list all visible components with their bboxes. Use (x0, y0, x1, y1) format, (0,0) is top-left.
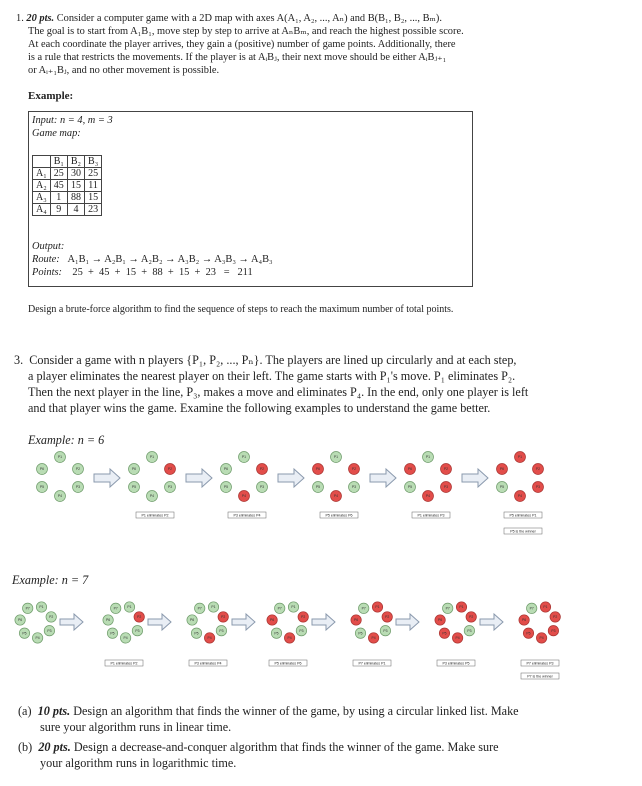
player-label: P1 (127, 605, 132, 610)
player-label: P7 (361, 606, 366, 611)
player-label: P1 (517, 455, 523, 460)
example6-diagram (30, 450, 575, 542)
table-cell: 4 (67, 204, 84, 216)
player-label: P1 (333, 455, 339, 460)
q3-line-4: and that player wins the game. Examine the following examples to understand the game better. (28, 401, 491, 415)
q3-line-3: Then the next player in the line, P₃, makes a move and eliminates P₄. In the end, only one player is left (28, 385, 529, 399)
q1-example-label: Example: (28, 90, 74, 102)
player-label: P2 (469, 615, 474, 620)
caption: P5 is the winner (510, 529, 536, 534)
table-cell: A₄ (33, 204, 51, 216)
part-a-points: 10 pts. (37, 704, 71, 718)
q1-line-2: The goal is to start from A₁B₁, move step by step to arrive at AₙBₘ, and reach the highest possible score. (28, 26, 464, 37)
player-label: P5 (442, 631, 447, 636)
q3-number: 3. (14, 353, 24, 367)
player-label: P2 (385, 615, 390, 620)
table-cell: B₃ (85, 156, 102, 168)
player-label: P4 (123, 636, 128, 641)
player-label: P2 (137, 615, 142, 620)
q1-line-3: At each coordinate the player arrives, they gain a (positive) number of game points. Additionally, there (28, 39, 456, 50)
player-label: P4 (539, 636, 544, 641)
table-row (33, 204, 102, 216)
arrow-icon (60, 614, 83, 630)
player-label: P7 (277, 606, 282, 611)
stage-1 (15, 602, 57, 643)
player-label: P5 (110, 631, 115, 636)
player-label: P4 (371, 636, 376, 641)
q1-route: A₁B₁ → A₂B₁ → A₂B₂ → A₃B₂ → A₃B₃ → A₄B₃ (67, 254, 273, 265)
player-label: P3 (259, 485, 265, 490)
q3-text-1: Consider a game with n players {P₁, P₂, ..., Pₙ}. The players are lined up circularly and at each step, (29, 353, 517, 367)
table-cell: B₁ (50, 156, 67, 168)
player-label: P5 (22, 631, 27, 636)
part-b-label: (b) (18, 740, 33, 754)
q3-line-1 (14, 353, 516, 368)
part-b-text-1: Design a decrease-and-conquer algorithm that finds the winner of the game. Make sure (73, 740, 499, 754)
stage-1 (37, 452, 84, 502)
arrow-icon (480, 614, 503, 630)
arrow-icon (396, 614, 419, 630)
arrow-icon (370, 469, 396, 487)
player-label: P6 (315, 467, 321, 472)
caption: P3 eliminates P5 (442, 661, 470, 666)
stage-6 (435, 602, 477, 666)
q3-line-2: a player eliminates the nearest player on their left. The game starts with P₁'s move. P₁ eliminates P₂. (28, 369, 516, 383)
player-label: P2 (221, 615, 226, 620)
part-a-label: (a) (18, 704, 32, 718)
player-label: P2 (301, 615, 306, 620)
player-label: P2 (259, 467, 265, 472)
player-label: P5 (407, 485, 413, 490)
stage-4 (313, 452, 360, 519)
player-label: P2 (351, 467, 357, 472)
table-cell: 25 (50, 168, 67, 180)
stage-5 (351, 602, 393, 666)
player-label: P6 (270, 618, 275, 623)
player-label: P3 (383, 628, 388, 633)
table-cell (33, 156, 51, 168)
player-label: P2 (553, 615, 558, 620)
example7-diagram (12, 596, 592, 686)
arrow-icon (148, 614, 171, 630)
player-label: P6 (499, 467, 505, 472)
player-label: P6 (18, 618, 23, 623)
part-a-line-1 (18, 704, 519, 719)
part-b-line-2: your algorithm runs in logarithmic time. (40, 756, 237, 770)
player-label: P1 (543, 605, 548, 610)
player-label: P6 (106, 618, 111, 623)
player-label: P3 (299, 628, 304, 633)
table-cell: 88 (67, 192, 84, 204)
player-label: P1 (291, 605, 296, 610)
player-label: P3 (467, 628, 472, 633)
player-label: P5 (39, 485, 45, 490)
player-label: P6 (354, 618, 359, 623)
stage-7 (519, 602, 561, 679)
arrow-icon (186, 469, 212, 487)
player-label: P4 (287, 636, 292, 641)
table-cell: 23 (85, 204, 102, 216)
stage-3 (221, 452, 268, 519)
part-a-text-1: Design an algorithm that finds the winner of the game, by using a circular linked list. Make (73, 704, 519, 718)
q1-points-label: Points: (32, 267, 63, 278)
stage-2 (103, 602, 144, 666)
table-cell: 1 (50, 192, 67, 204)
example7-label: Example: n = 7 (12, 573, 89, 587)
player-label: P4 (207, 636, 212, 641)
player-label: P3 (551, 628, 556, 633)
player-label: P6 (39, 467, 45, 472)
table-cell: 25 (85, 168, 102, 180)
player-label: P3 (443, 485, 449, 490)
q1-input-line: Input: n = 4, m = 3 (32, 115, 113, 126)
q1-points-line (32, 266, 253, 279)
player-label: P2 (75, 467, 81, 472)
player-label: P3 (167, 485, 173, 490)
player-label: P1 (39, 605, 44, 610)
table-cell: 9 (50, 204, 67, 216)
player-label: P3 (219, 628, 224, 633)
player-label: P3 (535, 485, 541, 490)
player-label: P3 (47, 628, 52, 633)
table-cell: A₃ (33, 192, 51, 204)
q1-route-label: Route: (32, 254, 60, 265)
caption: P7 eliminates P1 (358, 661, 386, 666)
player-label: P4 (241, 494, 247, 499)
player-label: P2 (167, 467, 173, 472)
q1-line-4: is a rule that restricts the movements. If the player is at AᵢBⱼ, their next move should be either AᵢBⱼ₊₁ (28, 52, 447, 63)
caption: P3 eliminates P4 (233, 513, 261, 518)
player-label: P5 (358, 631, 363, 636)
player-label: P1 (149, 455, 155, 460)
table-cell: 15 (85, 192, 102, 204)
player-label: P7 (529, 606, 534, 611)
player-label: P6 (223, 467, 229, 472)
player-label: P1 (57, 455, 63, 460)
player-label: P3 (135, 628, 140, 633)
player-label: P2 (49, 615, 54, 620)
q1-points-sum: 25 + 45 + 15 + 88 + 15 + 23 = 211 (72, 267, 253, 278)
table-cell: A₁ (33, 168, 51, 180)
stage-3 (187, 602, 228, 666)
arrow-icon (232, 614, 255, 630)
player-label: P4 (333, 494, 339, 499)
q1-text-1: Consider a computer game with a 2D map with axes A(A₁, A₂, ..., Aₙ) and B(B₁, B₂, ..., Bₘ). (56, 13, 442, 24)
player-label: P3 (75, 485, 81, 490)
player-label: P4 (35, 636, 40, 641)
player-label: P5 (274, 631, 279, 636)
table-cell: 30 (67, 168, 84, 180)
player-label: P3 (351, 485, 357, 490)
player-label: P1 (459, 605, 464, 610)
player-label: P6 (131, 467, 137, 472)
player-label: P7 (25, 606, 30, 611)
stage-2 (129, 452, 176, 519)
player-label: P2 (443, 467, 449, 472)
stage-4 (267, 602, 308, 666)
q1-points: 20 pts. (26, 13, 55, 24)
player-label: P5 (131, 485, 137, 490)
table-row (33, 168, 102, 180)
arrow-icon (462, 469, 488, 487)
caption: P1 eliminates P3 (417, 513, 445, 518)
table-cell: A₂ (33, 180, 51, 192)
q1-line-1 (16, 12, 442, 25)
caption: P7 is the winner (527, 674, 553, 679)
table-header-row (33, 156, 102, 168)
player-label: P4 (455, 636, 460, 641)
caption: P5 eliminates P6 (325, 513, 353, 518)
part-a-line-2: sure your algorithm runs in linear time. (40, 720, 232, 734)
q1-route-line (32, 253, 273, 266)
game-map-table (32, 155, 102, 216)
player-label: P1 (425, 455, 431, 460)
caption: P3 eliminates P4 (194, 661, 222, 666)
part-b-line-1 (18, 740, 499, 755)
arrow-icon (94, 469, 120, 487)
stage-6 (497, 452, 544, 535)
example6-label: Example: n = 6 (28, 433, 105, 447)
arrow-icon (312, 614, 335, 630)
q1-line-5: or Aᵢ₊₁Bⱼ, and no other movement is possible. (28, 65, 220, 76)
q1-output-label: Output: (32, 241, 65, 252)
player-label: P5 (223, 485, 229, 490)
player-label: P6 (407, 467, 413, 472)
caption: P5 eliminates P1 (509, 513, 537, 518)
arrow-icon (278, 469, 304, 487)
player-label: P1 (211, 605, 216, 610)
player-label: P4 (149, 494, 155, 499)
player-label: P1 (241, 455, 247, 460)
table-cell: 11 (85, 180, 102, 192)
player-label: P6 (438, 618, 443, 623)
player-label: P4 (57, 494, 63, 499)
table-cell: B₂ (67, 156, 84, 168)
player-label: P1 (375, 605, 380, 610)
table-row (33, 192, 102, 204)
table-cell: 45 (50, 180, 67, 192)
player-label: P6 (190, 618, 195, 623)
q1-task: Design a brute-force algorithm to find the sequence of steps to reach the maximum number of total points. (28, 304, 454, 315)
table-cell: 15 (67, 180, 84, 192)
player-label: P6 (522, 618, 527, 623)
player-label: P5 (499, 485, 505, 490)
caption: P1 eliminates P2 (141, 513, 169, 518)
player-label: P7 (113, 606, 118, 611)
stage-5 (405, 452, 452, 519)
q1-game-map-label: Game map: (32, 128, 81, 139)
caption: P7 eliminates P3 (526, 661, 554, 666)
player-label: P4 (517, 494, 523, 499)
player-label: P5 (194, 631, 199, 636)
caption: P5 eliminates P6 (274, 661, 302, 666)
part-b-points: 20 pts. (38, 740, 71, 754)
table-row (33, 180, 102, 192)
player-label: P7 (197, 606, 202, 611)
player-label: P7 (445, 606, 450, 611)
player-label: P5 (526, 631, 531, 636)
q1-number: 1. (16, 13, 24, 24)
player-label: P4 (425, 494, 431, 499)
player-label: P2 (535, 467, 541, 472)
player-label: P5 (315, 485, 321, 490)
caption: P1 eliminates P2 (110, 661, 138, 666)
